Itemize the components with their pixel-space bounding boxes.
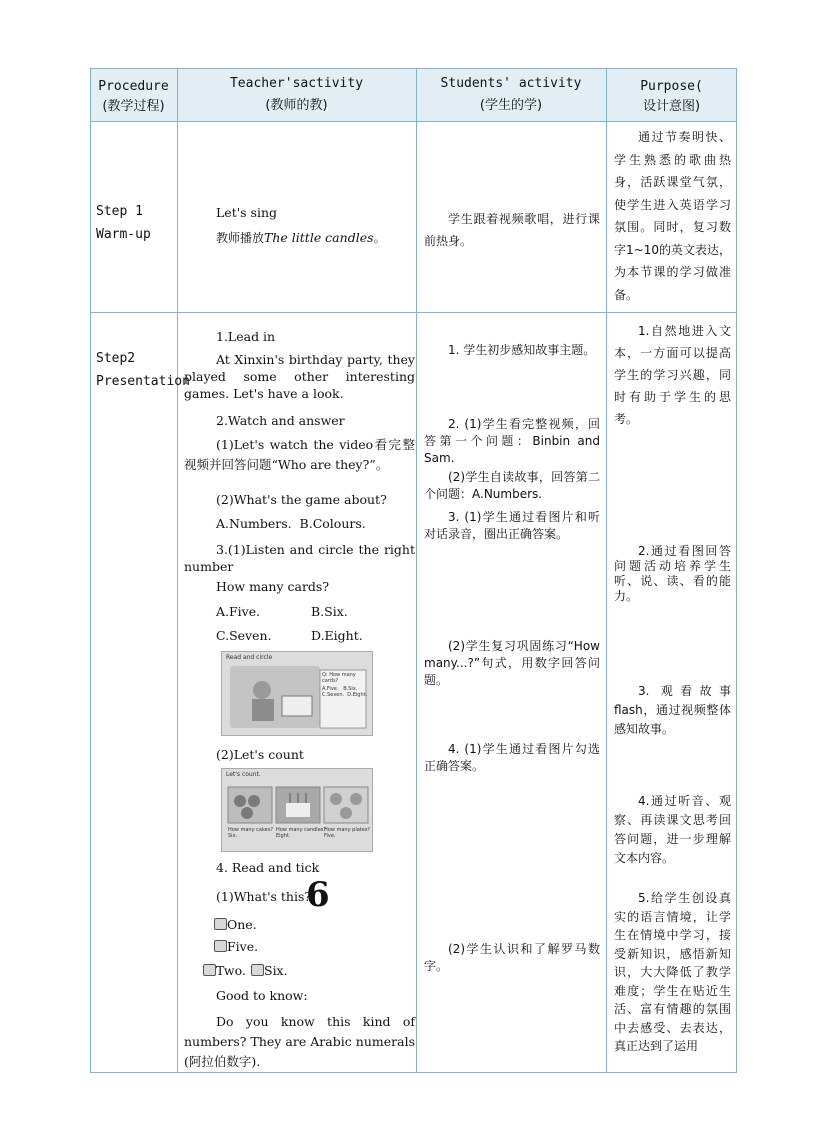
caption-plates: How many plates? Five. <box>324 827 371 839</box>
watch-question-2: (2)What's the game about? <box>216 492 387 507</box>
watch-heading: 2.Watch and answer <box>216 413 345 428</box>
header-purpose-en: Purpose( <box>640 79 703 94</box>
arabic-numerals-text: Do you know this kind of numbers? They are Arabic numerals (阿拉伯数字). <box>184 1014 415 1069</box>
students-step-2a: 2. (1)学生看完整视频，回答第一个问题：Binbin and Sam. <box>424 417 600 465</box>
tick-option-label: Five. <box>227 939 259 954</box>
tick-option-label: Six. <box>264 963 288 978</box>
option-d: D.Eight. <box>311 628 363 643</box>
purpose-1: 1.自然地进入文本，一方面可以提高学生的学习兴趣，同时有助于学生的思考。 <box>614 324 731 426</box>
purpose-5: 5.给学生创设真实的语言情境，让学生在情境中学习，接受新知识，感悟新知识，大大降低了教学难度；学生在贴近生活、富有情趣的氛围中去感受、去表达，真正达到了运用 <box>614 891 731 1053</box>
step1-purpose: 通过节奏明快、学生熟悉的歌曲热身，活跃课堂气氛，使学生进入英语学习氛围。同时，复习数字1~10的英文表达，为本节课的学习做准备。 <box>614 130 731 302</box>
tick-option-one <box>214 916 257 933</box>
tick-option-five <box>214 938 258 955</box>
lesson-plan-table <box>90 68 737 1073</box>
read-and-circle-image <box>221 651 373 736</box>
column-divider-3 <box>606 68 607 1073</box>
tick-option-six <box>251 962 288 979</box>
students-step-3b: (2)学生复习巩固练习“How many...?”句式，用数字回答问题。 <box>424 639 600 687</box>
column-divider-1 <box>177 68 178 1073</box>
checkbox[interactable] <box>214 918 227 930</box>
option-a: A.Five. <box>216 604 261 619</box>
header-divider <box>90 121 737 122</box>
step-divider <box>90 312 737 313</box>
lead-in-heading: 1.Lead in <box>216 329 276 344</box>
step1-students: 学生跟着视频歌唱，进行课前热身。 <box>424 212 600 248</box>
students-step-4: 4. (1)学生通过看图片勾选正确答案。 <box>424 742 600 773</box>
header-procedure-en: Procedure <box>98 79 169 94</box>
header-students-cn: (学生的学) <box>479 98 543 113</box>
lets-count-image <box>221 768 373 852</box>
caption-cakes: How many cakes? Six. <box>228 827 274 839</box>
option-b: B.Six. <box>311 604 348 619</box>
lead-in-body: At Xinxin's birthday party, they played some other interesting games. Let's have a look. <box>184 352 415 401</box>
song-title: The little candles <box>264 230 374 245</box>
header-procedure <box>90 68 177 121</box>
students-step-1: 1. 学生初步感知故事主题。 <box>448 343 596 357</box>
step2-title: Step2 <box>96 351 136 366</box>
column-divider-2 <box>416 68 417 1073</box>
purpose-3: 3. 观看故事flash，通过视频整体感知故事。 <box>614 684 731 736</box>
header-students-en: Students' activity <box>440 76 582 91</box>
lets-count: (2)Let's count <box>216 747 304 762</box>
tick-option-two <box>203 962 246 979</box>
header-teacher-cn: (教师的教) <box>265 98 328 113</box>
image-options: A.Five. B.Six. C.Seven. D.Eight. <box>322 686 368 698</box>
image-question: Q: How many cards? <box>322 672 356 684</box>
step1-subtitle: Warm-up <box>96 227 151 242</box>
checkbox[interactable] <box>214 940 227 952</box>
header-procedure-cn: (教学过程) <box>102 99 165 114</box>
students-step-2b: (2)学生自读故事，回答第二个问题：A.Numbers. <box>424 470 600 501</box>
whats-this: (1)What's this? <box>216 889 312 904</box>
header-students <box>416 68 606 121</box>
image-label: Read and circle <box>226 654 273 661</box>
step1-teacher-line2-end: 。 <box>373 230 387 245</box>
purpose-4: 4.通过听音、观察、再读课文思考回答问题，进一步理解文本内容。 <box>614 794 731 865</box>
checkbox[interactable] <box>203 964 216 976</box>
table-border-bottom <box>90 1072 737 1073</box>
table-border-right <box>736 68 737 1073</box>
checkbox[interactable] <box>251 964 264 976</box>
image-label: Let's count. <box>226 771 261 778</box>
header-purpose <box>606 68 737 121</box>
read-and-tick: 4. Read and tick <box>216 860 320 875</box>
number-six-glyph: 6 <box>306 875 330 915</box>
header-purpose-cn: 设计意图) <box>642 99 701 114</box>
step1-teacher-line1: Let's sing <box>216 205 278 220</box>
watch-question-1: (1)Let's watch the video看完整视频并回答问题“Who are they?”。 <box>184 437 415 472</box>
header-teacher <box>177 68 416 121</box>
tick-option-label: Two. <box>216 963 246 978</box>
step1-title: Step 1 <box>96 204 143 219</box>
header-teacher-en: Teacher'sactivity <box>229 76 364 91</box>
how-many-cards: How many cards? <box>216 579 330 594</box>
option-c: C.Seven. <box>216 628 272 643</box>
listen-heading: 3.(1)Listen and circle the right number <box>184 542 415 574</box>
step2-subtitle: Presentation <box>96 374 190 389</box>
good-to-know: Good to know: <box>216 988 308 1003</box>
students-step-3: 3. (1)学生通过看图片和听对话录音，圈出正确答案。 <box>424 510 600 541</box>
step1-teacher-line2-cn: 教师播放 <box>216 231 265 245</box>
tick-option-label: One. <box>227 917 257 932</box>
watch-question-2-options: A.Numbers. B.Colours. <box>216 516 366 531</box>
purpose-2: 2.通过看图回答问题活动培养学生听、说、读、看的能力。 <box>614 544 731 603</box>
step1-teacher-line2 <box>216 229 386 247</box>
table-border-left <box>90 68 91 1073</box>
students-step-4b: (2)学生认识和了解罗马数字。 <box>424 942 600 973</box>
caption-candles: How many candles? Eight. <box>276 827 327 839</box>
